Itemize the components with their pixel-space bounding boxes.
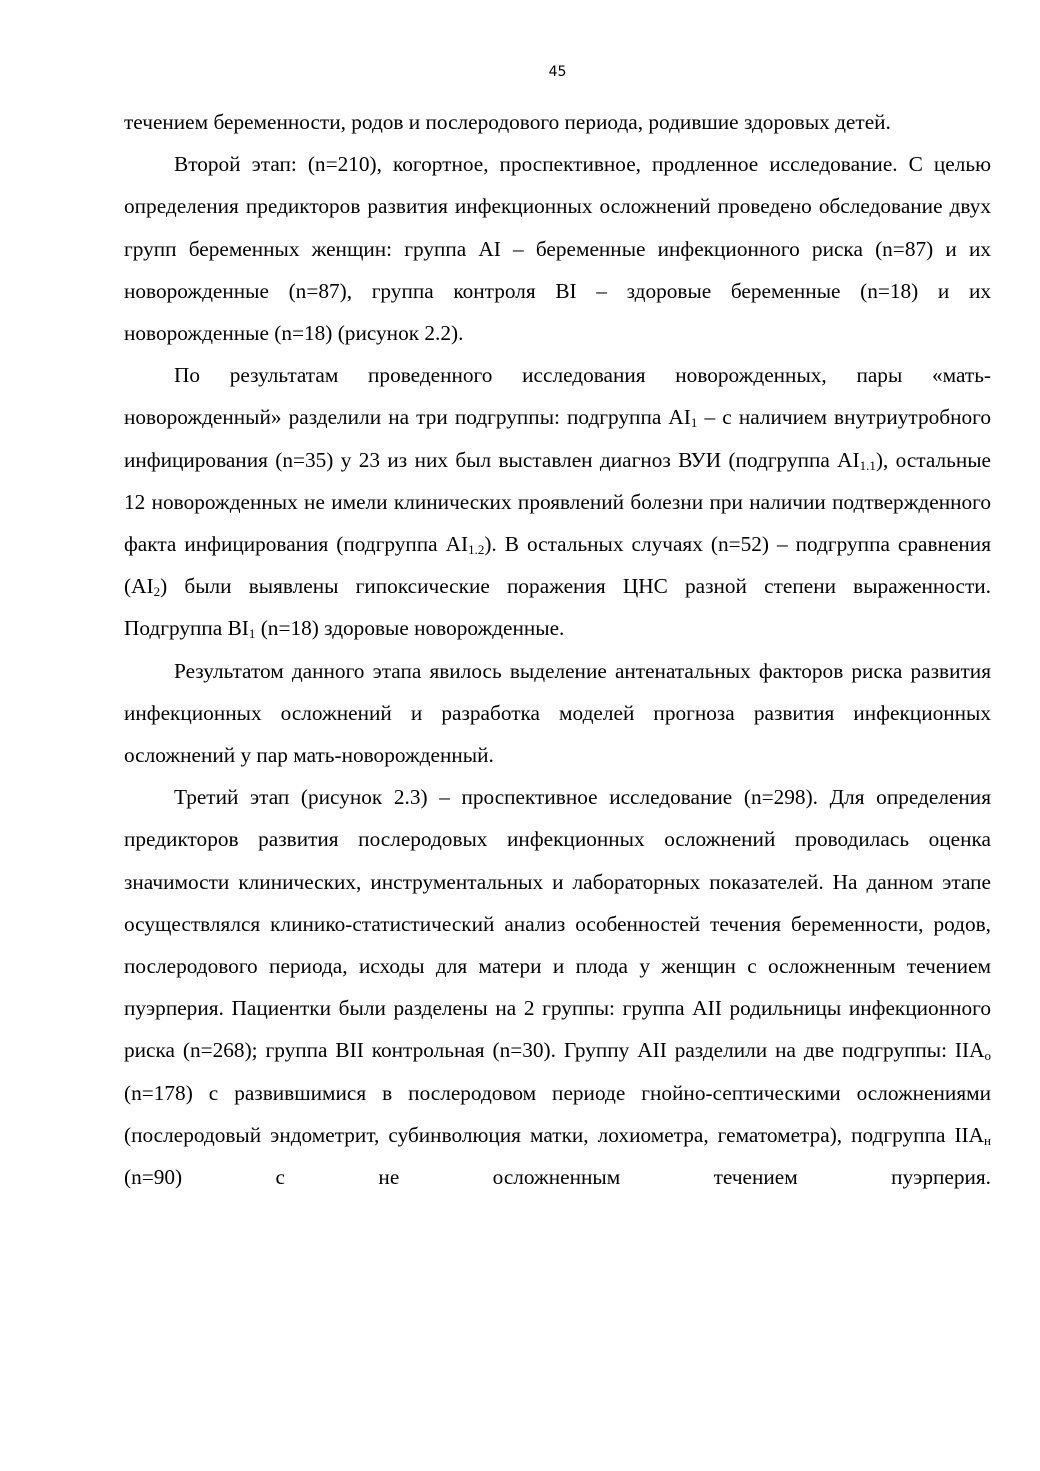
text-run: По результатам проведенного исследования новорожденных, пары «мать-новорожденный» разделили на три подгруппы: подгруппа AI (124, 363, 991, 430)
page-number: 45 (548, 64, 567, 80)
subscript: 1.1 (859, 457, 876, 473)
subscript: 1.2 (468, 542, 485, 558)
text-run: (n=90) с не осложненным течением пуэрперия. (124, 1165, 991, 1190)
text-run: ), остальные 12 новорожденных не имели клинических проявлений болезни при наличии подтвержденного факта инфицирования (подгруппа AI (124, 447, 991, 557)
text-run: (n=178) с развившимися в послеродовом периоде гнойно-септическими осложнениями (послеродовый эндометрит, субинволюция матки, лохиометра, гематометра), подгруппа IIA (124, 1080, 991, 1147)
text-run: Второй этап: (n=210), когортное, проспективное, продленное исследование. С целью определения предикторов развития инфекционных осложнений проведено обследование двух групп беременных женщин: группа AI – беременные инфекционного риска (n=87) и их новорожденные (n=87), группа контроля BI – здоровые беременные (n=18) и их новорожденные (n=18) (рисунок 2.2). (124, 152, 991, 346)
paragraph-subgroups (124, 354, 991, 649)
text-run: течением беременности, родов и послеродового периода, родившие здоровых детей. (124, 110, 891, 134)
text-run: ). В остальных случаях (n=52) – подгруппа сравнения (AI (124, 532, 991, 599)
text-run: – с наличием внутриутробного инфицирования (n=35) у 23 из них был выставлен диагноз ВУИ (подгруппа AI (124, 405, 991, 472)
paragraph-continuation (124, 101, 991, 143)
text-run: Результатом данного этапа явилось выделение антенатальных факторов риска развития инфекционных осложнений и разработка моделей прогноза развития инфекционных осложнений у пар мать-новорожденный. (124, 658, 991, 768)
paragraph-stage-two (124, 143, 991, 354)
subscript: н (984, 1132, 991, 1148)
subscript: о (984, 1048, 991, 1064)
text-run: ) были выявлены гипоксические поражения ЦНС разной степени выраженности. Подгруппа BI (124, 574, 991, 641)
subscript: 1 (690, 415, 698, 431)
subscript: 1 (248, 626, 256, 642)
text-run: (n=18) здоровые новорожденные. (255, 616, 565, 641)
text-run: Третий этап (рисунок 2.3) – проспективное исследование (n=298). Для определения предикторов развития послеродовых инфекционных осложнений проводилась оценка значимости клинических, инструментальных и лабораторных показателей. На данном этапе осуществлялся клинико-статистический анализ особенностей течения беременности, родов, послеродового периода, исходы для матери и плода у женщин с осложненным течением пуэрперия. Пациентки были разделены на 2 группы: группа AII родильницы инфекционного риска (n=268); группа BII контрольная (n=30). Группу AII разделили на две подгруппы: IIA (124, 785, 991, 1063)
paragraph-stage-three (124, 776, 991, 1198)
document-body (124, 101, 991, 1198)
subscript: 2 (153, 584, 161, 600)
paragraph-result (124, 650, 991, 777)
